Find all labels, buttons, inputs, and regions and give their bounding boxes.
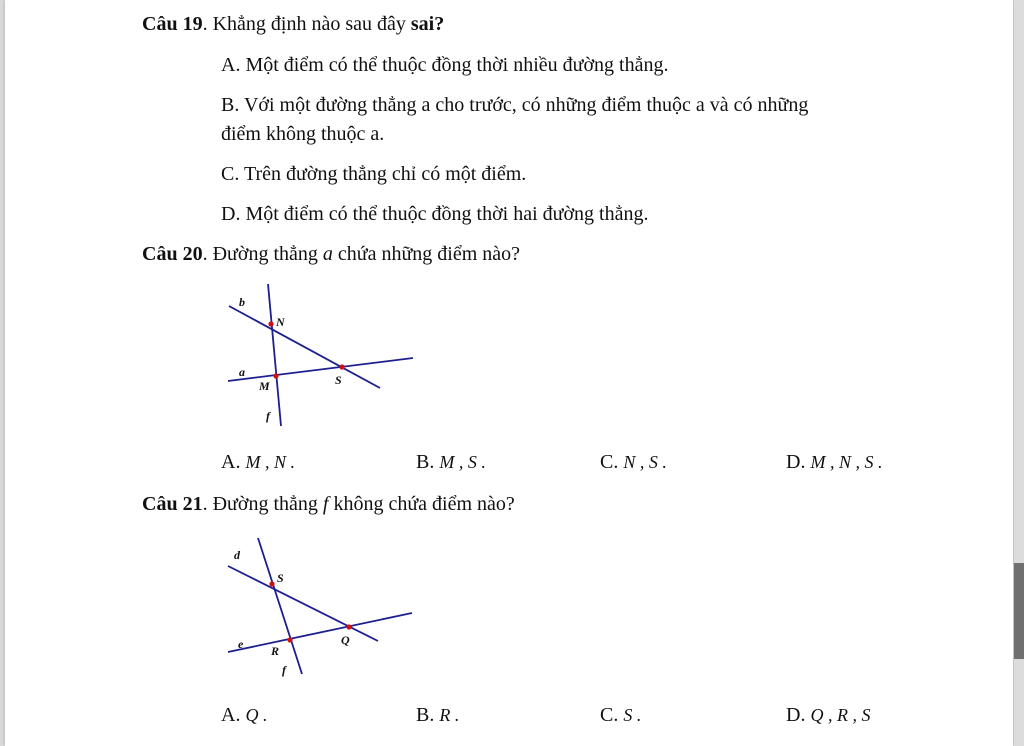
- label-point-r: R: [271, 644, 280, 658]
- question-21-line-name: f: [322, 493, 329, 515]
- point-m: [273, 373, 278, 378]
- label-line-e: e: [238, 637, 244, 651]
- point-q: [346, 624, 351, 629]
- q20-answer-d: D. M , N , S .: [786, 451, 883, 473]
- question-19-label: Câu 19: [142, 13, 203, 35]
- question-19-text: . Khẳng định nào sau đây: [202, 13, 411, 35]
- document-page: [5, 0, 1013, 746]
- q19-option-b: B. Với một đường thẳng a cho trước, có những điểm thuộc a và có những: [221, 94, 809, 116]
- label-line-b: b: [239, 295, 245, 309]
- line-a: [228, 358, 413, 381]
- question-19-emphasis: sai?: [410, 13, 445, 35]
- figure-q20: [215, 280, 425, 430]
- q19-option-c: C. Trên đường thẳng chỉ có một điểm.: [221, 163, 527, 185]
- line-b: [229, 306, 380, 388]
- q19-option-d: D. Một điểm có thể thuộc đồng thời hai đường thẳng.: [221, 203, 649, 225]
- line-d: [228, 566, 378, 641]
- q21-answer-b: B. R .: [416, 704, 460, 726]
- q21-answer-c: C. S .: [600, 704, 642, 726]
- label-point-n: N: [276, 315, 285, 329]
- q20-answer-a: A. M , N .: [221, 451, 295, 473]
- label-line-f: f: [266, 409, 270, 423]
- question-20: Câu 20. Đường thẳng a chứa những điểm nào?: [142, 243, 521, 265]
- label-line-f: f: [282, 663, 286, 677]
- point-s: [339, 364, 344, 369]
- q21-answer-a: A. Q .: [221, 704, 268, 726]
- line-f: [258, 538, 302, 674]
- q21-answer-d: D. Q , R , S: [786, 704, 871, 726]
- question-20-line-name: a: [322, 243, 333, 265]
- q20-answer-c: C. N , S .: [600, 451, 667, 473]
- q20-answer-b: B. M , S .: [416, 451, 486, 473]
- q19-option-b-continued: điểm không thuộc a.: [221, 123, 385, 145]
- question-19: [142, 14, 444, 34]
- label-line-d: d: [234, 548, 240, 562]
- question-20-label: Câu 20: [142, 243, 203, 265]
- point-n: [268, 321, 273, 326]
- question-21: Câu 21. Đường thẳng f không chứa điểm nào?: [142, 493, 515, 515]
- label-point-s: S: [277, 571, 284, 585]
- question-21-label: Câu 21: [142, 493, 203, 515]
- label-line-a: a: [239, 365, 245, 379]
- q19-option-a: A. Một điểm có thể thuộc đồng thời nhiều đường thẳng.: [221, 54, 669, 76]
- label-point-m: M: [259, 379, 270, 393]
- point-r: [287, 637, 292, 642]
- line-f: [268, 284, 281, 426]
- scrollbar-thumb[interactable]: [1014, 563, 1024, 659]
- line-e: [228, 613, 412, 652]
- label-point-q: Q: [341, 633, 350, 647]
- label-point-s: S: [335, 373, 342, 387]
- point-s: [269, 581, 274, 586]
- figure-q21: [215, 532, 425, 682]
